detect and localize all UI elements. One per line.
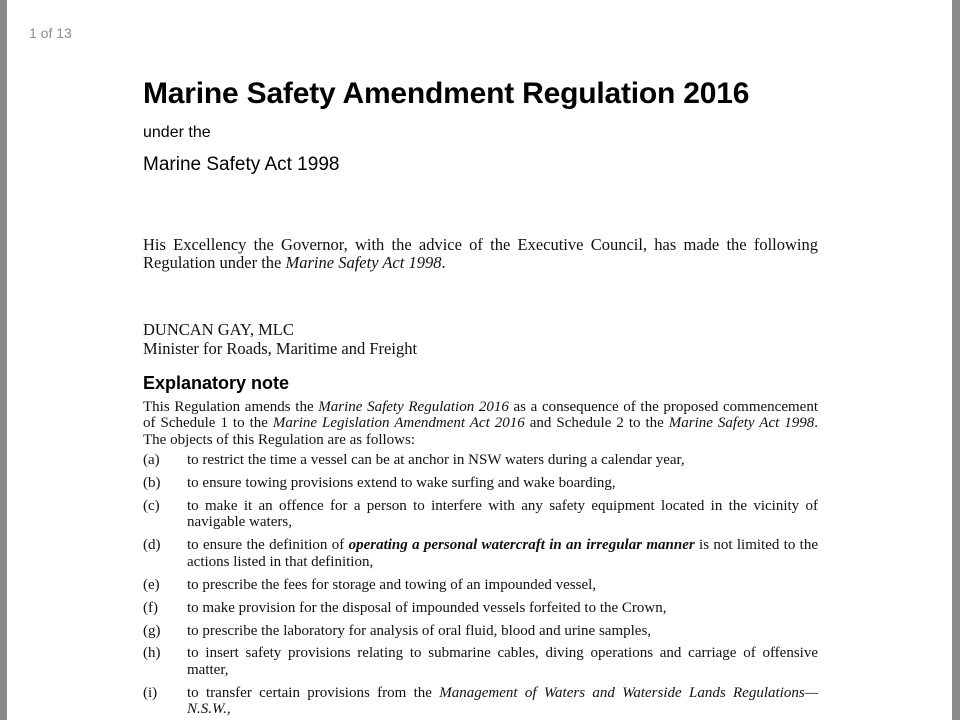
preamble-act: Marine Safety Act 1998 bbox=[285, 253, 442, 272]
list-item bbox=[143, 498, 818, 531]
signatory-role: Minister for Roads, Maritime and Freight bbox=[143, 339, 418, 358]
item-text-part: is not limited to the actions listed in that definition, bbox=[187, 537, 818, 570]
intro-italic: Marine Safety Act 1998 bbox=[668, 415, 815, 432]
item-text: to prescribe the fees for storage and towing of an impounded vessel, bbox=[187, 576, 597, 593]
preamble bbox=[143, 236, 818, 272]
item-label: (e) bbox=[143, 576, 160, 593]
item-label: (d) bbox=[143, 537, 161, 554]
intro-text: This Regulation amends the bbox=[143, 399, 319, 415]
explanatory-note-intro bbox=[143, 399, 818, 448]
explanatory-note-heading: Explanatory note bbox=[143, 373, 290, 393]
list-item bbox=[143, 475, 818, 491]
list-item bbox=[143, 452, 818, 468]
objects-list bbox=[143, 452, 818, 724]
item-text: to prescribe the laboratory for analysis of oral fluid, blood and urine samples, bbox=[187, 622, 652, 639]
item-text: to insert safety provisions relating to submarine cables, diving operations and carriage of offensive matter, bbox=[187, 645, 818, 678]
item-text: to ensure towing provisions extend to wake surfing and wake boarding, bbox=[187, 474, 616, 491]
item-label: (f) bbox=[143, 599, 158, 616]
item-text-part: to ensure the definition of bbox=[187, 537, 349, 554]
signatory-name: DUNCAN GAY, MLC bbox=[143, 320, 294, 339]
intro-italic: Marine Legislation Amendment Act 2016 bbox=[272, 415, 525, 432]
intro-text: . The objects of this Regulation are as follows: bbox=[143, 415, 819, 448]
viewer-left-edge bbox=[0, 0, 7, 720]
list-item bbox=[143, 537, 818, 570]
item-text-part: to transfer certain provisions from the bbox=[187, 684, 440, 701]
item-label: (i) bbox=[143, 684, 158, 701]
item-text bbox=[187, 685, 818, 718]
signature-block bbox=[143, 320, 417, 358]
list-item bbox=[143, 623, 818, 639]
item-label: (a) bbox=[143, 452, 160, 468]
page-indicator: 1 of 13 bbox=[29, 25, 72, 41]
intro-text: and Schedule 2 to the bbox=[524, 415, 669, 432]
item-label: (b) bbox=[143, 474, 161, 491]
document-title: Marine Safety Amendment Regulation 2016 bbox=[143, 77, 750, 110]
item-text-part: , bbox=[226, 701, 231, 718]
item-label: (c) bbox=[143, 497, 160, 514]
list-item bbox=[143, 600, 818, 616]
list-item bbox=[143, 685, 818, 718]
list-item bbox=[143, 645, 818, 678]
preamble-end: . bbox=[441, 253, 446, 272]
under-the-label: under the bbox=[143, 124, 211, 141]
list-item bbox=[143, 577, 818, 593]
item-text bbox=[187, 537, 818, 570]
regulation-title: Management of Waters and Waterside Lands Regulations—N.S.W. bbox=[187, 684, 819, 718]
intro-italic: Marine Safety Regulation 2016 bbox=[318, 399, 509, 415]
act-name: Marine Safety Act 1998 bbox=[143, 154, 340, 175]
item-text: to make it an offence for a person to interfere with any safety equipment located in the vicinity of navigable waters, bbox=[187, 497, 818, 531]
item-label: (h) bbox=[143, 645, 161, 662]
preamble-text: His Excellency the Governor, with the advice of the Executive Council, has made the following Regulation under the bbox=[143, 235, 818, 272]
item-label: (g) bbox=[143, 622, 161, 639]
item-text: to restrict the time a vessel can be at anchor in NSW waters during a calendar year, bbox=[187, 452, 685, 468]
defined-term: operating a personal watercraft in an irregular manner bbox=[348, 537, 695, 554]
intro-text: as a consequence of the proposed commencement of Schedule 1 to the bbox=[143, 399, 818, 432]
item-text: to make provision for the disposal of impounded vessels forfeited to the Crown, bbox=[187, 599, 667, 616]
viewer-right-edge bbox=[952, 0, 960, 720]
